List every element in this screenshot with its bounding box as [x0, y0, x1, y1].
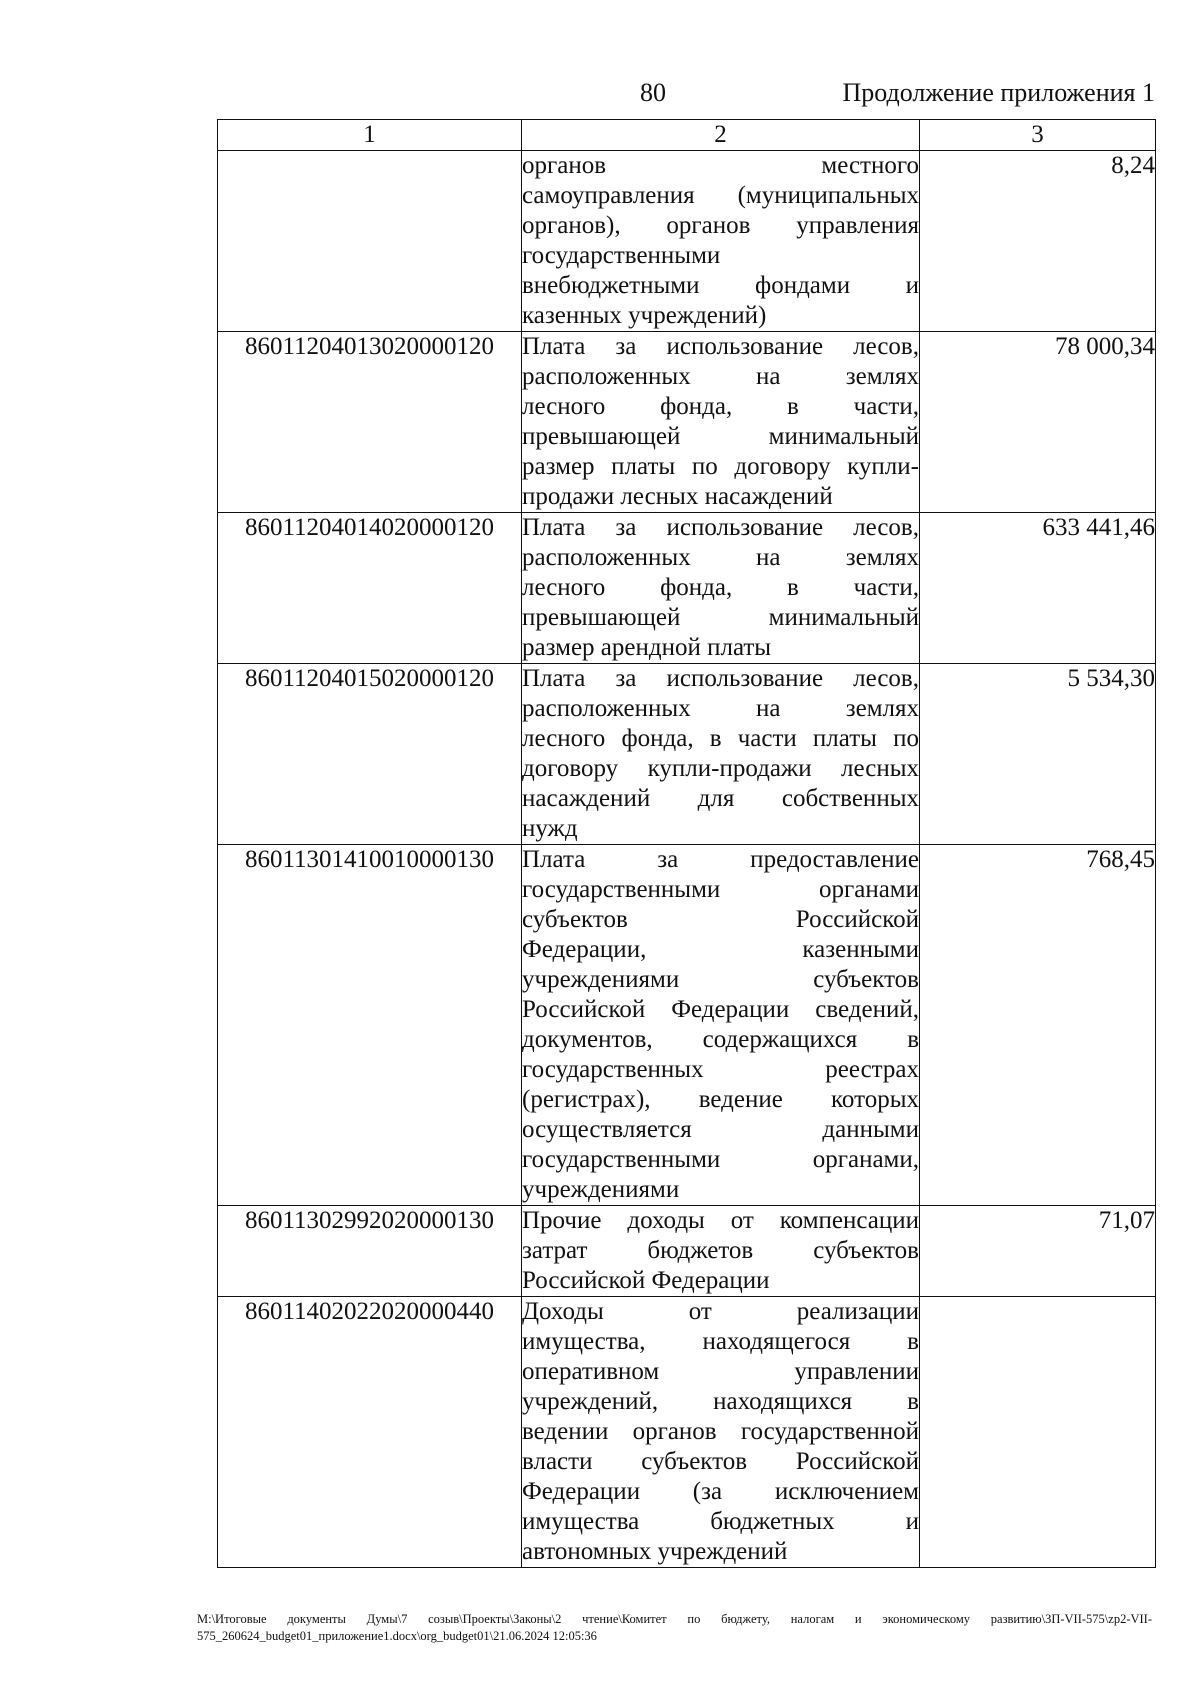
- column-header-2: 2: [522, 120, 920, 151]
- amount-cell: 768,45: [920, 845, 1156, 1206]
- description-line: документов, содержащихся в: [522, 1026, 919, 1053]
- description-line: Федерации (за исключением: [522, 1478, 919, 1505]
- description-line: расположенных на землях: [522, 695, 919, 722]
- description-line: органов местного: [522, 152, 919, 179]
- income-code-cell: 86011402022020000440: [218, 1297, 522, 1568]
- description-line: размер арендной платы: [522, 634, 772, 661]
- income-code-cell: 86011301410010000130: [218, 845, 522, 1206]
- income-description-cell: [522, 151, 920, 332]
- description-line: (регистрах), ведение которых: [522, 1086, 919, 1113]
- description-line: договору купли-продажи лесных: [522, 755, 919, 782]
- description-line: Федерации, казенными: [522, 936, 919, 963]
- description-line: государственными органами,: [522, 1146, 919, 1173]
- description-line: Плата за использование лесов,: [522, 665, 919, 692]
- table-row: [218, 513, 1156, 664]
- description-line: государственных реестрах: [522, 1056, 919, 1083]
- income-description-cell: [522, 1206, 920, 1297]
- description-line: превышающей минимальный: [522, 423, 919, 450]
- continuation-heading: Продолжение приложения 1: [842, 78, 1155, 107]
- income-code-cell: 86011204015020000120: [218, 664, 522, 845]
- description-line: лесного фонда, в части платы по: [522, 725, 919, 752]
- description-line: государственными органами: [522, 876, 919, 903]
- income-description-cell: [522, 664, 920, 845]
- description-line: Российской Федерации сведений,: [522, 996, 919, 1023]
- table-row: [218, 845, 1156, 1206]
- table-row: [218, 1297, 1156, 1568]
- table-row: [218, 1206, 1156, 1297]
- income-code-cell: [218, 151, 522, 332]
- description-line: Прочие доходы от компенсации: [522, 1207, 919, 1234]
- description-line: нужд: [522, 815, 578, 842]
- income-description-cell: [522, 845, 920, 1206]
- description-line: затрат бюджетов субъектов: [522, 1237, 919, 1264]
- description-line: Плата за использование лесов,: [522, 333, 919, 360]
- amount-cell: 71,07: [920, 1206, 1156, 1297]
- description-line: размер платы по договору купли-: [522, 453, 919, 480]
- table-row: [218, 151, 1156, 332]
- income-code-cell: 86011204013020000120: [218, 332, 522, 513]
- description-line: учреждений, находящихся в: [522, 1388, 919, 1415]
- column-header-1: 1: [218, 120, 522, 151]
- description-line: продажи лесных насаждений: [522, 483, 833, 510]
- description-line: учреждениями субъектов: [522, 966, 919, 993]
- income-code-cell: 86011204014020000120: [218, 513, 522, 664]
- description-line: превышающей минимальный: [522, 604, 919, 631]
- description-line: Российской Федерации: [522, 1267, 770, 1294]
- income-code-cell: 86011302992020000130: [218, 1206, 522, 1297]
- budget-table: [217, 119, 1156, 1568]
- description-line: насаждений для собственных: [522, 785, 919, 812]
- description-line: Плата за предоставление: [522, 846, 919, 873]
- amount-cell: 8,24: [920, 151, 1156, 332]
- description-line: власти субъектов Российской: [522, 1448, 919, 1475]
- description-line: учреждениями: [522, 1176, 680, 1203]
- description-line: казенных учреждений): [522, 302, 767, 329]
- table-header-row: [218, 120, 1156, 151]
- description-line: самоуправления (муниципальных: [522, 182, 919, 209]
- description-line: имущества бюджетных и: [522, 1508, 919, 1535]
- income-description-cell: [522, 332, 920, 513]
- description-line: оперативном управлении: [522, 1358, 919, 1385]
- page-number: 80: [640, 78, 666, 107]
- description-line: автономных учреждений: [522, 1538, 788, 1565]
- amount-cell: 633 441,46: [920, 513, 1156, 664]
- description-line: государственными: [522, 242, 721, 269]
- amount-cell: 5 534,30: [920, 664, 1156, 845]
- description-line: расположенных на землях: [522, 363, 919, 390]
- description-line: ведении органов государственной: [522, 1418, 919, 1445]
- file-path-footer: M:\Итоговые документы Думы\7 созыв\Проекты\Законы\2 чтение\Комитет по бюджету, налогам и экономическому развитию\ЗП-VII-575\zp2-VII-575_260624_budget01_приложение1.docx\org_budget01\21.06.2024 12:05:36: [197, 1612, 1152, 1643]
- description-line: лесного фонда, в части,: [522, 574, 919, 601]
- description-line: Доходы от реализации: [522, 1298, 919, 1325]
- description-line: Плата за использование лесов,: [522, 514, 919, 541]
- description-line: имущества, находящегося в: [522, 1328, 919, 1355]
- column-header-3: 3: [920, 120, 1156, 151]
- income-description-cell: [522, 513, 920, 664]
- description-line: внебюджетными фондами и: [522, 272, 919, 299]
- description-line: осуществляется данными: [522, 1116, 919, 1143]
- amount-cell: 78 000,34: [920, 332, 1156, 513]
- description-line: расположенных на землях: [522, 544, 919, 571]
- description-line: субъектов Российской: [522, 906, 919, 933]
- description-line: органов), органов управления: [522, 212, 919, 239]
- amount-cell: [920, 1297, 1156, 1568]
- income-description-cell: [522, 1297, 920, 1568]
- table-row: [218, 664, 1156, 845]
- description-line: лесного фонда, в части,: [522, 393, 919, 420]
- table-row: [218, 332, 1156, 513]
